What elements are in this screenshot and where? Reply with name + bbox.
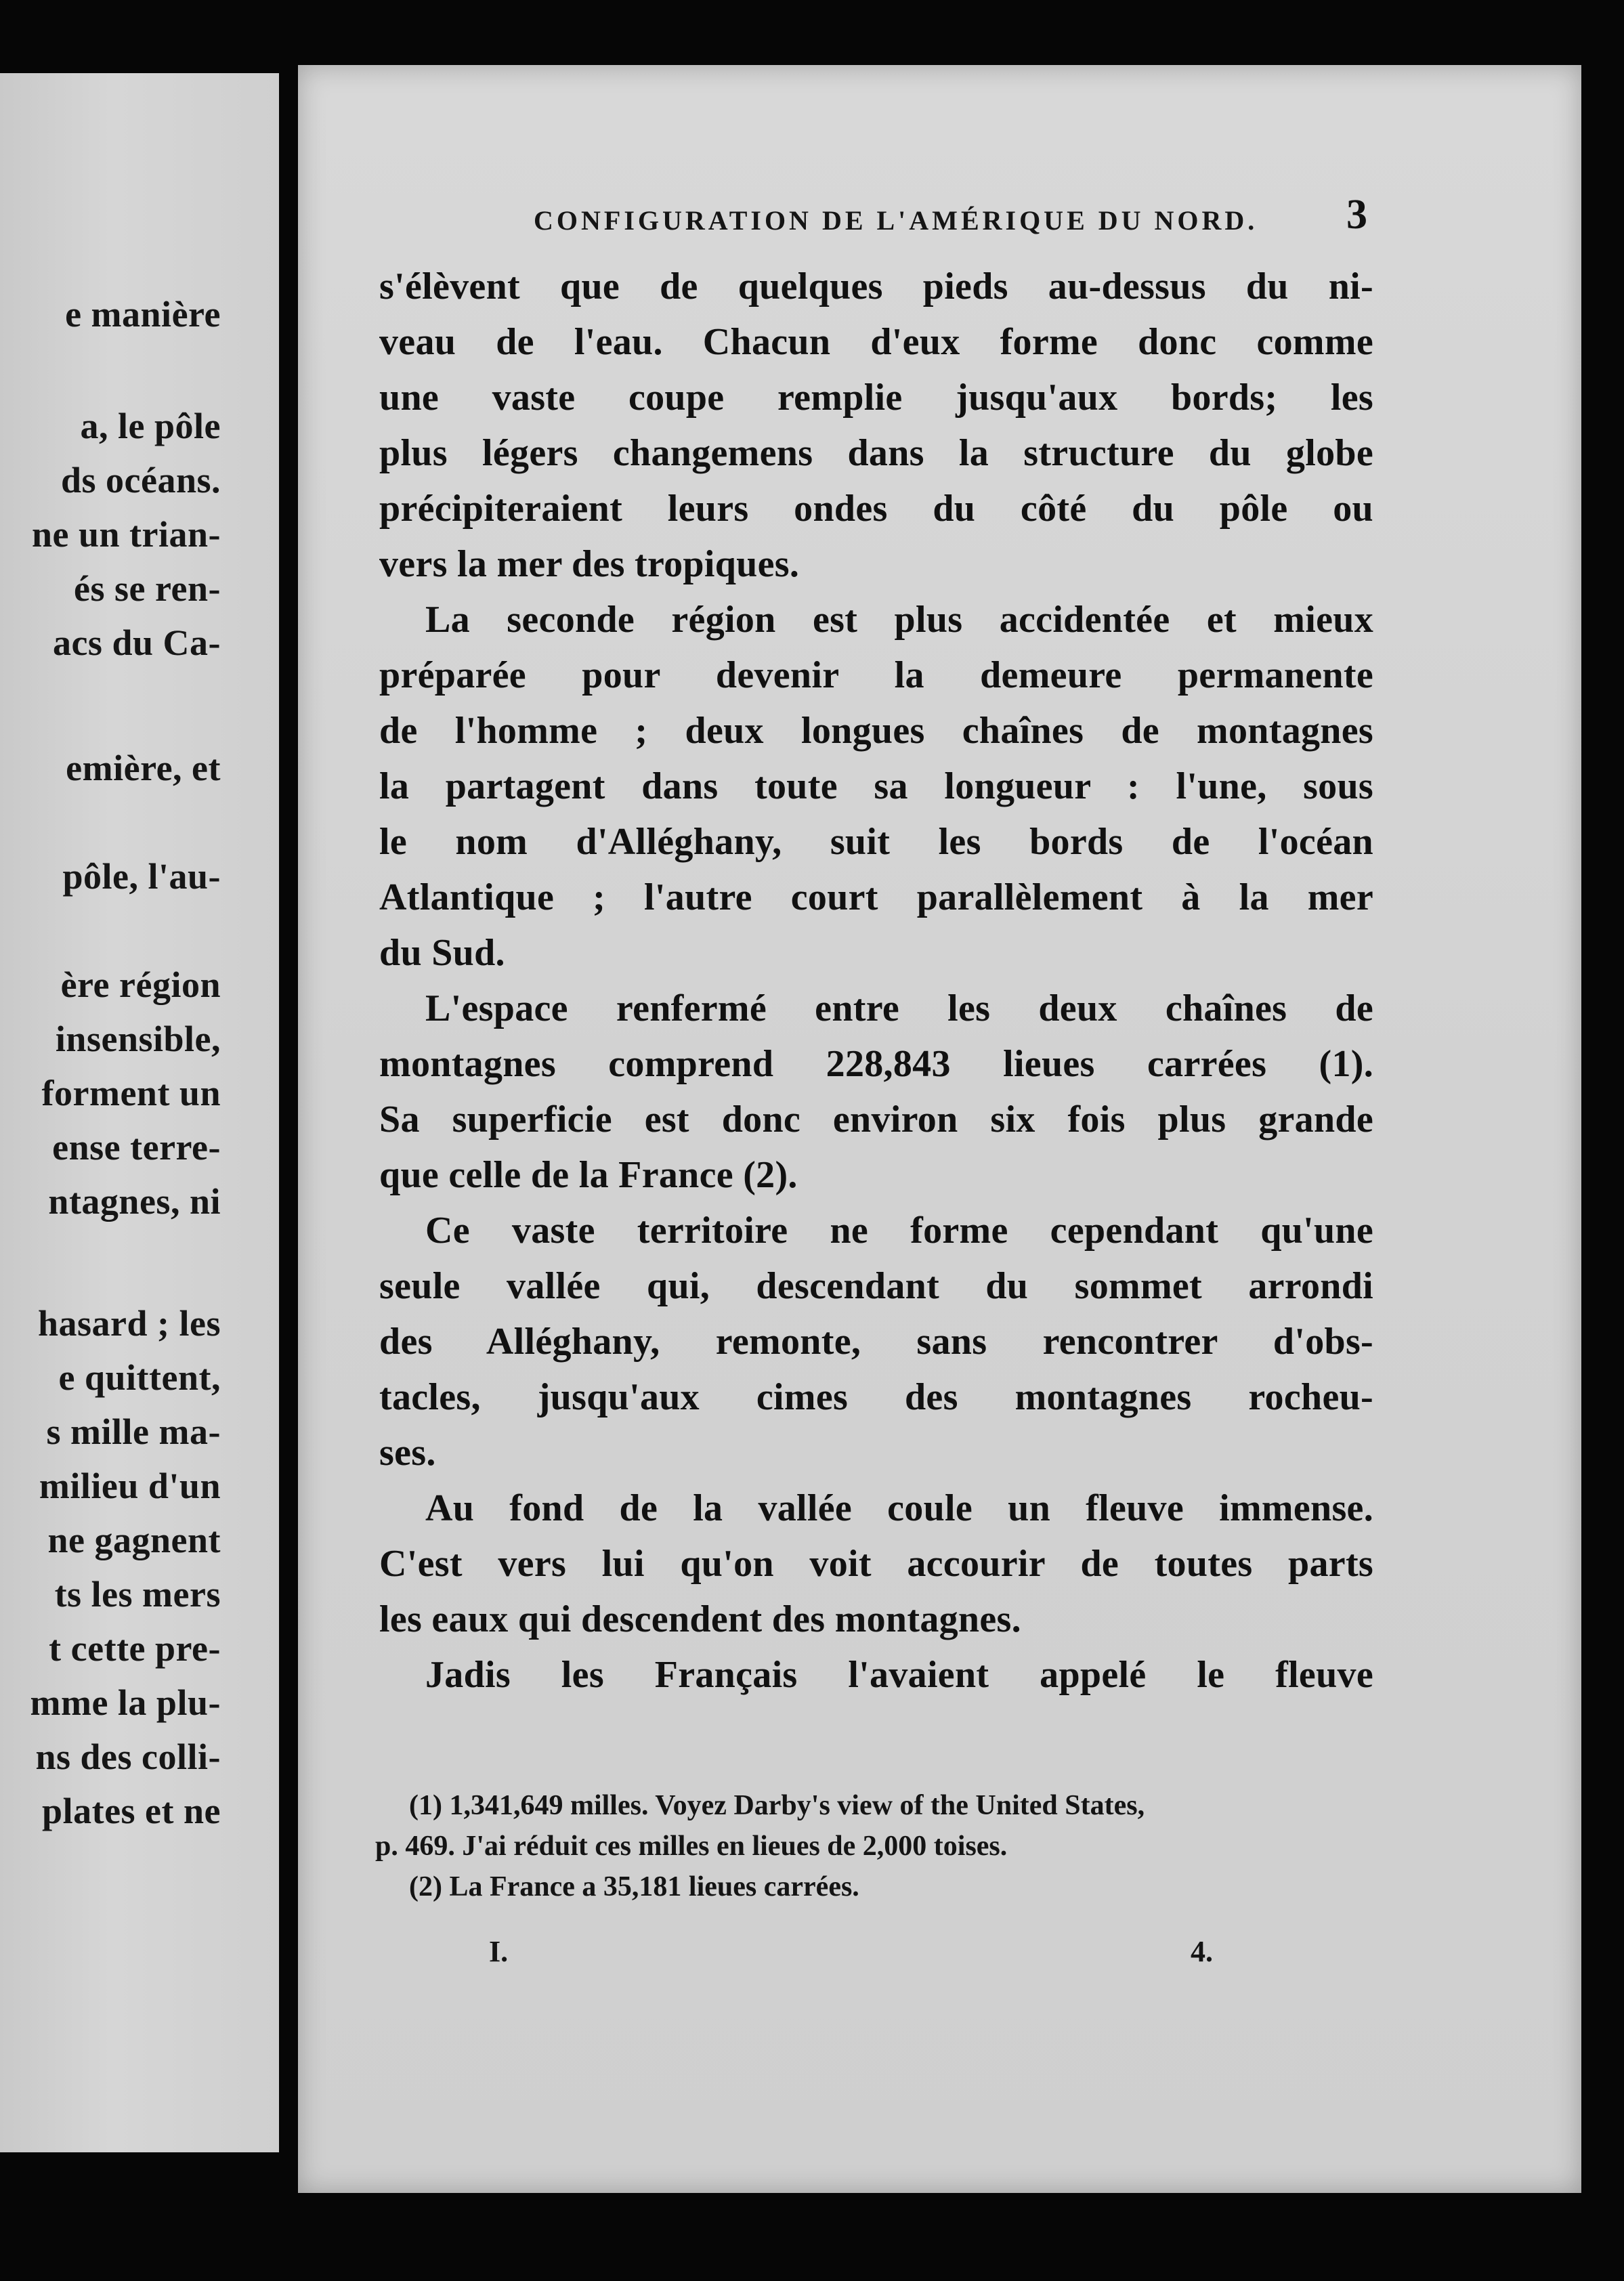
left-page-line: ntagnes, ni bbox=[48, 1181, 221, 1222]
text-line: des Alléghany, remonte, sans rencontrer d'obs- bbox=[379, 1321, 1373, 1363]
text-line: précipiteraient leurs ondes du côté du pôle ou bbox=[379, 488, 1373, 530]
left-page-line: a, le pôle bbox=[80, 406, 221, 446]
footnote-line: (1) 1,341,649 milles. Voyez Darby's view of the United States, bbox=[409, 1790, 1145, 1821]
footnote-line: (2) La France a 35,181 lieues carrées. bbox=[409, 1871, 859, 1902]
left-page-line: ts les mers bbox=[54, 1574, 221, 1615]
text-line: que celle de la France (2). bbox=[379, 1154, 798, 1196]
text-line: Ce vaste territoire ne forme cependant qu'une bbox=[425, 1210, 1373, 1252]
left-page-line: e quittent, bbox=[58, 1357, 221, 1398]
text-line: C'est vers lui qu'on voit accourir de toutes parts bbox=[379, 1543, 1373, 1585]
page-number: 3 bbox=[1346, 192, 1367, 238]
left-page-line: ense terre- bbox=[52, 1127, 221, 1168]
footnotes bbox=[375, 1785, 1371, 1907]
text-line: les eaux qui descendent des montagnes. bbox=[379, 1598, 1021, 1640]
text-line: vers la mer des tropiques. bbox=[379, 543, 800, 585]
left-page-line: milieu d'un bbox=[39, 1466, 221, 1506]
text-line: s'élèvent que de quelques pieds au-dessus du ni- bbox=[379, 265, 1373, 307]
left-page-line: s mille ma- bbox=[46, 1411, 221, 1452]
signature-mark-right: 4. bbox=[1191, 1935, 1213, 1968]
main-page bbox=[298, 65, 1581, 2193]
left-page-line: e manière bbox=[65, 294, 221, 335]
text-line: L'espace renfermé entre les deux chaînes de bbox=[425, 987, 1373, 1029]
running-title: CONFIGURATION DE L'AMÉRIQUE DU NORD. bbox=[534, 205, 1258, 236]
text-line: le nom d'Alléghany, suit les bords de l'océan bbox=[379, 821, 1373, 863]
left-page-line: ns des colli- bbox=[35, 1736, 221, 1777]
text-line: seule vallée qui, descendant du sommet arrondi bbox=[379, 1265, 1373, 1307]
left-page-line: emière, et bbox=[66, 748, 221, 788]
text-line: une vaste coupe remplie jusqu'aux bords; les bbox=[379, 377, 1373, 419]
footnote-line: p. 469. J'ai réduit ces milles en lieues de 2,000 toises. bbox=[375, 1831, 1008, 1862]
text-line: de l'homme ; deux longues chaînes de montagnes bbox=[379, 710, 1373, 752]
left-page-line: ne gagnent bbox=[47, 1520, 221, 1560]
text-line: Sa superficie est donc environ six fois plus grande bbox=[379, 1099, 1373, 1140]
text-line: tacles, jusqu'aux cimes des montagnes rocheu- bbox=[379, 1376, 1373, 1418]
text-line: Au fond de la vallée coule un fleuve immense. bbox=[425, 1487, 1373, 1529]
text-line: préparée pour devenir la demeure permanente bbox=[379, 654, 1373, 696]
left-page-line: hasard ; les bbox=[37, 1303, 221, 1344]
left-page-line: mme la plu- bbox=[30, 1682, 221, 1723]
text-line: Jadis les Français l'avaient appelé le fleuve bbox=[425, 1654, 1373, 1696]
left-page-line: acs du Ca- bbox=[52, 622, 221, 663]
left-page-line: plates et ne bbox=[42, 1791, 221, 1831]
left-page-line: pôle, l'au- bbox=[62, 856, 221, 897]
text-line: la partagent dans toute sa longueur : l'une, sous bbox=[379, 765, 1373, 807]
text-line: du Sud. bbox=[379, 932, 505, 974]
body-text bbox=[379, 259, 1373, 1703]
left-page-line: ère région bbox=[60, 964, 221, 1005]
left-page-line: insensible, bbox=[55, 1019, 221, 1059]
text-line: veau de l'eau. Chacun d'eux forme donc comme bbox=[379, 321, 1373, 363]
left-page-fragment bbox=[0, 73, 279, 2152]
left-page-line: t cette pre- bbox=[49, 1628, 221, 1669]
left-page-line: és se ren- bbox=[74, 568, 221, 609]
text-line: ses. bbox=[379, 1432, 436, 1474]
left-page-line: ne un trian- bbox=[31, 514, 221, 555]
left-page-line: forment un bbox=[41, 1073, 221, 1113]
text-line: montagnes comprend 228,843 lieues carrées (1). bbox=[379, 1043, 1373, 1085]
text-line: La seconde région est plus accidentée et mieux bbox=[425, 599, 1373, 641]
left-page-text bbox=[0, 73, 279, 2152]
text-line: plus légers changemens dans la structure du globe bbox=[379, 432, 1373, 474]
signature-mark-left: I. bbox=[489, 1935, 509, 1968]
text-line: Atlantique ; l'autre court parallèlement à la mer bbox=[379, 876, 1373, 918]
left-page-line: ds océans. bbox=[60, 460, 221, 500]
